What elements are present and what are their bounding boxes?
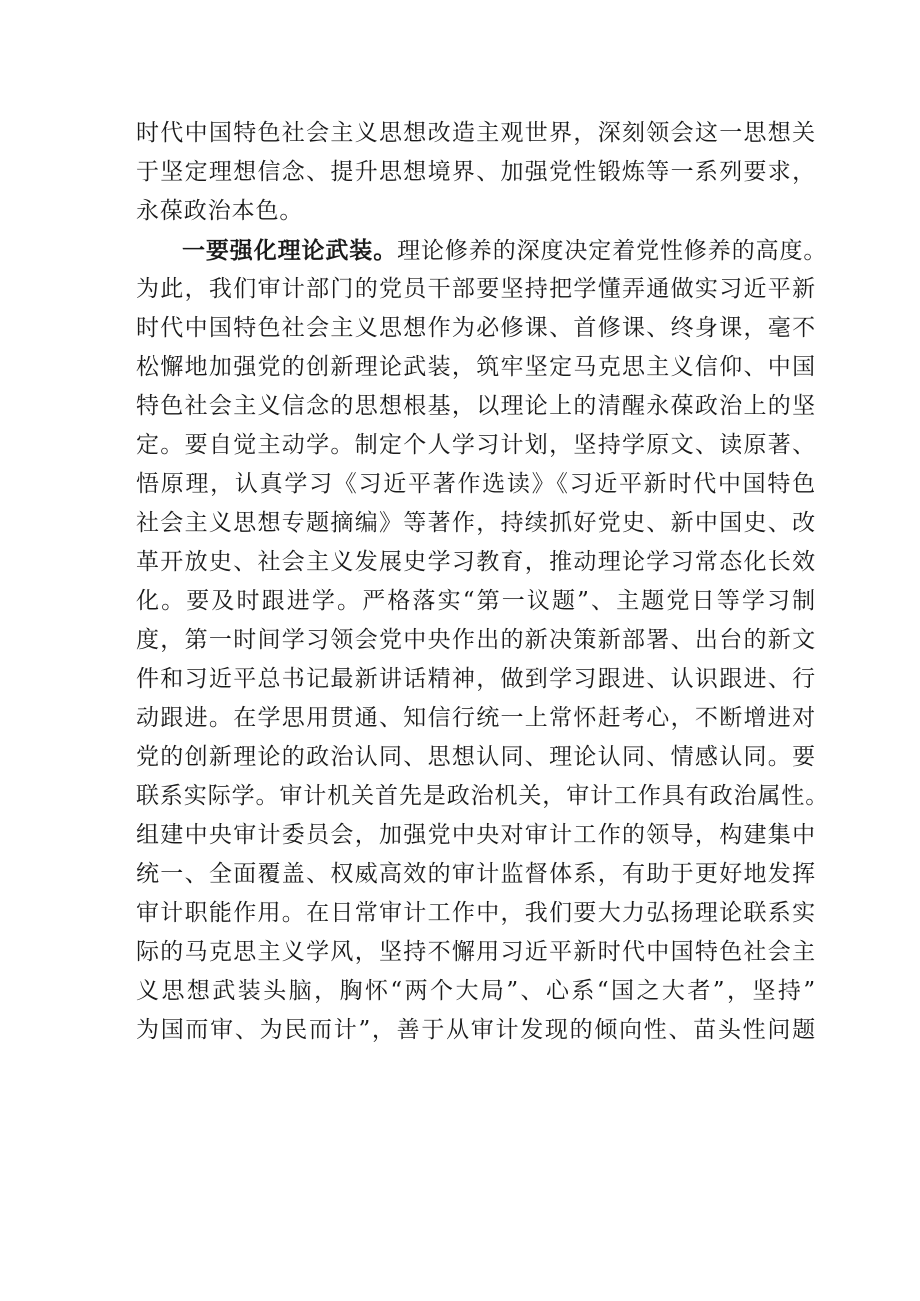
text-line: 党的创新理论的政治认同、思想认同、理论认同、情感认同。要 <box>136 744 816 770</box>
text-line: 组建中央审计委员会，加强党中央对审计工作的领导，构建集中 <box>136 822 816 848</box>
text-line: 为国而审、为民而计”，善于从审计发现的倾向性、苗头性问题 <box>136 1017 816 1043</box>
text-line: 于坚定理想信念、提升思想境界、加强党性锻炼等一系列要求， <box>136 159 816 185</box>
text-line: 审计职能作用。在日常审计工作中，我们要大力弘扬理论联系实 <box>136 900 816 926</box>
text-line: 为此，我们审计部门的党员干部要坚持把学懂弄通做实习近平新 <box>136 276 816 302</box>
text-line: 时代中国特色社会主义思想改造主观世界，深刻领会这一思想关 <box>136 120 816 146</box>
text-line: 化。要及时跟进学。严格落实“第一议题”、主题党日等学习制 <box>136 588 816 614</box>
document-body <box>136 114 830 1050</box>
paragraph-first-line <box>136 231 828 270</box>
text-line: 件和习近平总书记最新讲话精神，做到学习跟进、认识跟进、行 <box>136 666 816 692</box>
text-line: 统一、全面覆盖、权威高效的审计监督体系，有助于更好地发挥 <box>136 861 816 887</box>
text-line: 特色社会主义信念的思想根基，以理论上的清醒永葆政治上的坚 <box>136 393 816 419</box>
text-line: 度，第一时间学习领会党中央作出的新决策新部署、出台的新文 <box>136 627 816 653</box>
text-line: 社会主义思想专题摘编》等著作，持续抓好党史、新中国史、改 <box>136 510 816 536</box>
paragraph-lead-text: 理论修养的深度决定着党性修养的高度。 <box>397 238 828 264</box>
text-line: 动跟进。在学思用贯通、知信行统一上常怀赶考心，不断增进对 <box>136 705 816 731</box>
text-line: 永葆政治本色。 <box>136 198 304 224</box>
text-line: 时代中国特色社会主义思想作为必修课、首修课、终身课，毫不 <box>136 315 816 341</box>
text-line: 悟原理，认真学习《习近平著作选读》《习近平新时代中国特色 <box>136 471 816 497</box>
text-line: 定。要自觉主动学。制定个人学习计划，坚持学原文、读原著、 <box>136 432 816 458</box>
text-line: 际的马克思主义学风，坚持不懈用习近平新时代中国特色社会主 <box>136 939 816 965</box>
text-line: 义思想武装头脑，胸怀“两个大局”、心系“国之大者”，坚持” <box>136 978 816 1004</box>
text-line: 革开放史、社会主义发展史学习教育，推动理论学习常态化长效 <box>136 549 816 575</box>
paragraph-heading: 一要强化理论武装。 <box>182 237 398 264</box>
text-line: 联系实际学。审计机关首先是政治机关，审计工作具有政治属性。 <box>136 783 830 809</box>
text-line: 松懈地加强党的创新理论武装，筑牢坚定马克思主义信仰、中国 <box>136 354 816 380</box>
